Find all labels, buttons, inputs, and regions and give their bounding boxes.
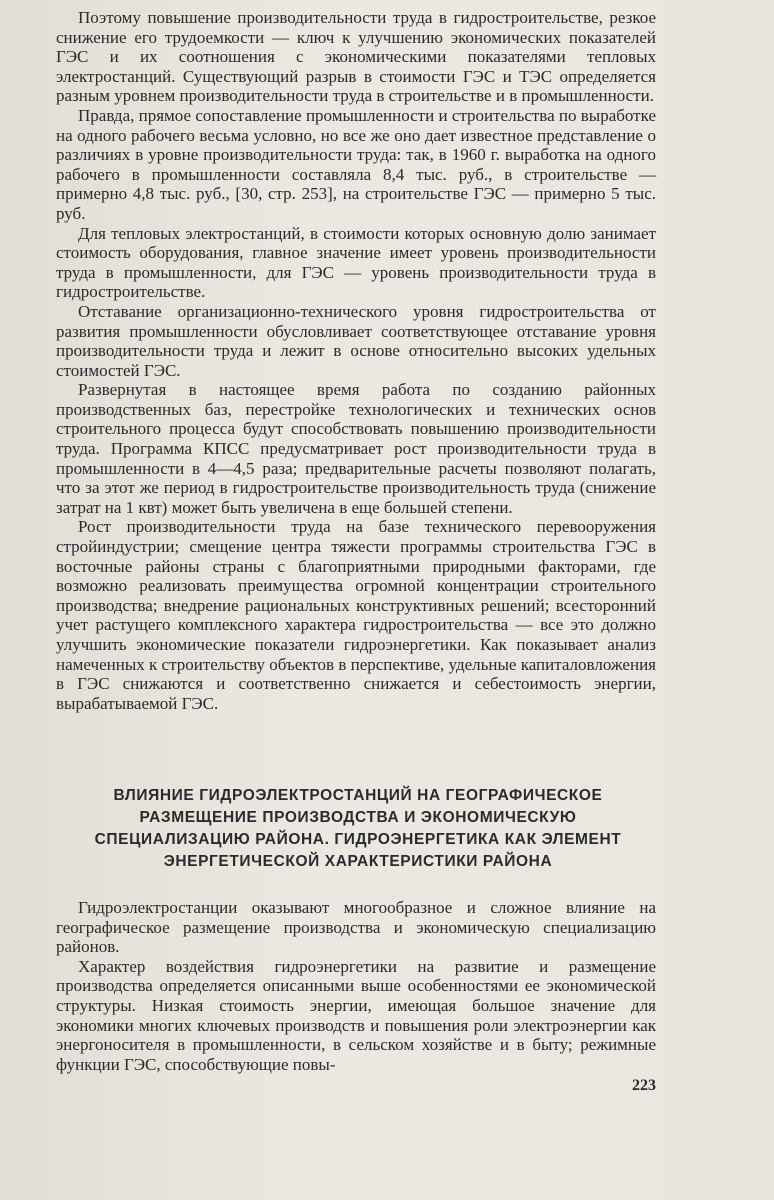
page-number: 223 bbox=[632, 1077, 656, 1094]
section-heading bbox=[58, 785, 658, 873]
paragraph: Характер воздействия гидроэнергетики на развитие и размещение производства определяется описанными выше особенностями ее экономической структуры. Низкая стоимость энергии, имеющая большое значение для экономики многих ключевых производств и повышения роли электроэнергии как энергоносителя в промышленности, в сельском хозяйстве и в быту; режимные функции ГЭС, способствующие повы- bbox=[56, 956, 656, 1074]
paragraph: Поэтому повышение производительности труда в гидростроительстве, резкое снижение его трудоемкости — ключ к улучшению экономических показателей ГЭС и их соотношения с экономическими показателями тепловых электростанций. Существующий разрыв в стоимости ГЭС и ТЭС определяется разным уровнем производительности труда в строительстве и в промышленности. bbox=[56, 8, 656, 106]
text-block-top bbox=[56, 8, 656, 713]
heading-line: ЭНЕРГЕТИЧЕСКОЙ ХАРАКТЕРИСТИКИ РАЙОНА bbox=[163, 853, 553, 870]
heading-line: СПЕЦИАЛИЗАЦИЮ РАЙОНА. ГИДРОЭНЕРГЕТИКА КАК ЭЛЕМЕНТ bbox=[94, 831, 622, 848]
paragraph: Развернутая в настоящее время работа по созданию районных производственных баз, перестройке технологических и технических основ строительного процесса будут способствовать повышению производительности труда. Программа КПСС предусматривает рост производительности труда в промышленности в 4—4,5 раза; предварительные расчеты позволяют полагать, что за этот же период в гидростроительстве производительность труда (снижение затрат на 1 квт) может быть увеличена в еще большей степени. bbox=[56, 380, 656, 517]
text-block-bottom bbox=[56, 898, 656, 1074]
paragraph: Отставание организационно-технического уровня гидростроительства от развития промышленности обусловливает соответствующее отставание уровня производительности труда и лежит в основе относительно высоких удельных стоимостей ГЭС. bbox=[56, 301, 656, 380]
heading-line: ВЛИЯНИЕ ГИДРОЭЛЕКТРОСТАНЦИЙ НА ГЕОГРАФИЧЕСКОЕ bbox=[113, 787, 603, 804]
paragraph: Рост производительности труда на базе технического перевооружения стройиндустрии; смещение центра тяжести программы строительства ГЭС в восточные районы страны с благоприятными природными факторами, где возможно реализовать преимущества огромной концентрации строительного производства; внедрение рациональных конструктивных решений; всесторонний учет растущего комплексного характера гидростроительства — все это должно улучшить экономические показатели гидроэнергетики. Как показывает анализ намеченных к строительству объектов в перспективе, удельные капиталовложения в ГЭС снижаются и соответственно снижается и себестоимость энергии, вырабатываемой ГЭС. bbox=[56, 517, 656, 713]
paragraph: Гидроэлектростанции оказывают многообразное и сложное влияние на географическое размещение производства и экономическую специализацию районов. bbox=[56, 898, 656, 957]
paragraph: Для тепловых электростанций, в стоимости которых основную долю занимает стоимость оборудования, главное значение имеет уровень производительности труда в промышленности, для ГЭС — уровень производительности труда в гидростроительстве. bbox=[56, 223, 656, 302]
paragraph: Правда, прямое сопоставление промышленности и строительства по выработке на одного рабочего весьма условно, но все же оно дает известное представление о различиях в уровне производительности труда: так, в 1960 г. выработка на одного рабочего в промышленности составляла 8,4 тыс. руб., в строительстве — примерно 4,8 тыс. руб., [30, стр. 253], на строительстве ГЭС — примерно 5 тыс. руб. bbox=[56, 105, 656, 223]
heading-line: РАЗМЕЩЕНИЕ ПРОИЗВОДСТВА И ЭКОНОМИЧЕСКУЮ bbox=[139, 809, 577, 826]
